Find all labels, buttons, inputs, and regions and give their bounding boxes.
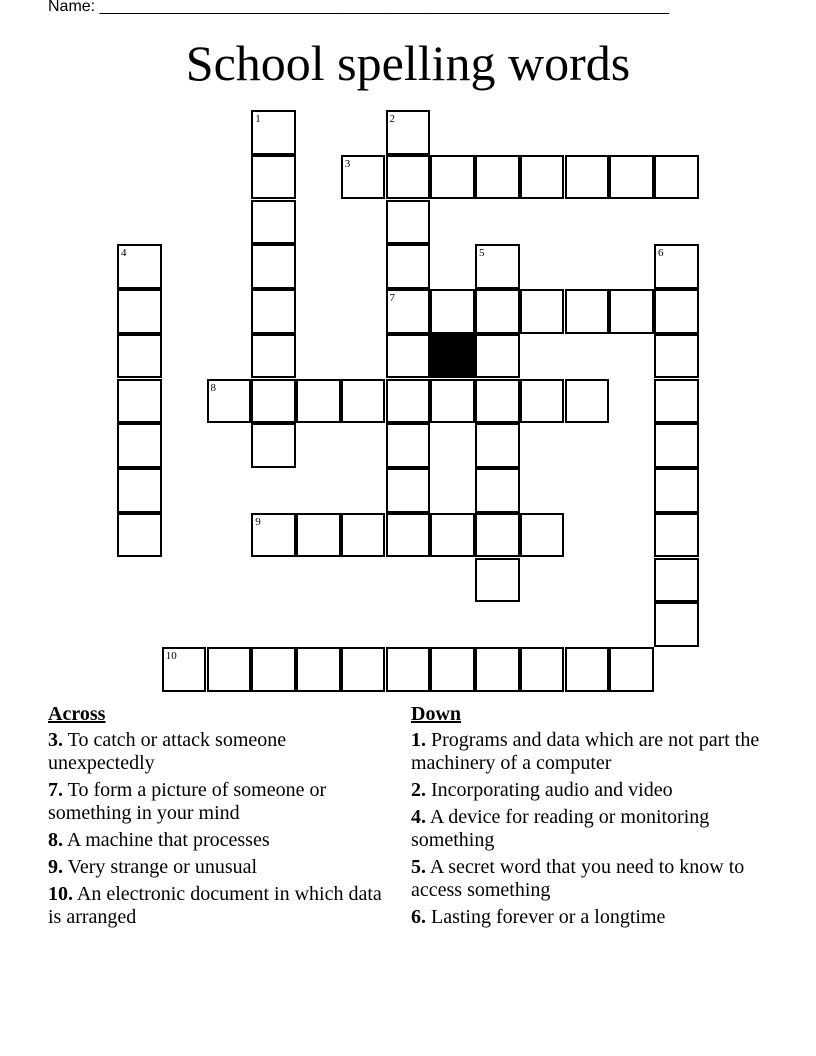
- across-clues: [48, 703, 388, 933]
- clue-text: Lasting forever or a longtime: [431, 906, 666, 928]
- crossword-cell[interactable]: [386, 468, 431, 513]
- clue-number-label: 1: [255, 113, 261, 125]
- crossword-cell[interactable]: [296, 513, 341, 558]
- clue-number-label: 4: [121, 247, 127, 260]
- clue-number-label: 9: [255, 515, 261, 528]
- clue-number: 2.: [411, 779, 426, 801]
- crossword-cell[interactable]: [117, 513, 162, 558]
- crossword-cell[interactable]: [117, 244, 162, 289]
- crossword-cell[interactable]: [341, 647, 386, 692]
- crossword-cell[interactable]: [386, 379, 431, 424]
- crossword-cell[interactable]: [475, 289, 520, 334]
- clue-text: A secret word that you need to know to access something: [411, 856, 745, 901]
- crossword-cell[interactable]: [251, 513, 296, 558]
- puzzle-title: School spelling words: [185, 35, 631, 91]
- name-field: Name: ________________________________________________________________: [48, 0, 670, 15]
- crossword-cell[interactable]: [117, 423, 162, 468]
- crossword-cell[interactable]: [430, 379, 475, 424]
- down-clue: [411, 856, 791, 902]
- crossword-cell[interactable]: [475, 334, 520, 379]
- clue-number-label: 3: [344, 157, 351, 170]
- crossword-cell[interactable]: [565, 647, 610, 692]
- crossword-cell[interactable]: [162, 647, 207, 692]
- crossword-cell[interactable]: [386, 244, 431, 289]
- crossword-cell[interactable]: [654, 513, 699, 558]
- crossword-cell[interactable]: [341, 379, 386, 424]
- crossword-cell[interactable]: [251, 289, 296, 334]
- crossword-cell[interactable]: [386, 423, 431, 468]
- crossword-cell[interactable]: [520, 647, 565, 692]
- down-clue: [411, 729, 791, 775]
- crossword-cell[interactable]: [475, 468, 520, 513]
- across-heading: Across: [48, 703, 106, 725]
- crossword-cell[interactable]: [565, 289, 610, 334]
- crossword-cell[interactable]: [386, 110, 431, 155]
- crossword-cell[interactable]: [386, 289, 431, 334]
- clue-text: An electronic document in which data is arranged: [48, 883, 382, 928]
- crossword-cell[interactable]: [520, 379, 565, 424]
- crossword-cell[interactable]: [296, 379, 341, 424]
- clue-number: 10.: [48, 883, 73, 905]
- crossword-cell[interactable]: [609, 289, 654, 334]
- crossword-cell[interactable]: [609, 647, 654, 692]
- clue-text: A machine that processes: [66, 829, 270, 851]
- crossword-cell[interactable]: [565, 155, 610, 200]
- clue-text: A device for reading or monitoring something: [411, 806, 710, 851]
- crossword-cell[interactable]: [654, 558, 699, 603]
- crossword-cell[interactable]: [654, 602, 699, 647]
- clue-text: To form a picture of someone or something in your mind: [48, 779, 327, 824]
- crossword-cell[interactable]: [654, 423, 699, 468]
- crossword-cell[interactable]: [296, 647, 341, 692]
- across-clue: [48, 883, 388, 929]
- across-clue: [48, 829, 388, 852]
- down-heading: Down: [411, 703, 462, 725]
- crossword-cell[interactable]: [341, 513, 386, 558]
- crossword-cell[interactable]: [475, 513, 520, 558]
- down-clue: [411, 806, 791, 852]
- clue-number-label: 2: [389, 113, 395, 125]
- crossword-cell[interactable]: [251, 334, 296, 379]
- across-clue: [48, 856, 388, 879]
- clue-number: 3.: [48, 729, 63, 751]
- crossword-cell[interactable]: [117, 334, 162, 379]
- crossword-cell[interactable]: [520, 155, 565, 200]
- crossword-cell[interactable]: [654, 244, 699, 289]
- clue-number: 1.: [411, 729, 426, 751]
- clue-number-label: 5: [479, 247, 485, 260]
- crossword-cell[interactable]: [430, 289, 475, 334]
- down-clue: [411, 906, 791, 929]
- crossword-cell[interactable]: [520, 513, 565, 558]
- clue-text: Programs and data which are not part the machinery of a computer: [411, 729, 760, 774]
- crossword-cell[interactable]: [386, 155, 431, 200]
- crossword-cell[interactable]: [251, 244, 296, 289]
- crossword-cell[interactable]: [654, 468, 699, 513]
- clue-number: 8.: [48, 829, 63, 851]
- down-clues: [411, 703, 791, 933]
- clue-number-label: 7: [389, 292, 395, 304]
- crossword-cell[interactable]: [430, 513, 475, 558]
- clue-number: 6.: [411, 906, 426, 928]
- crossword-cell[interactable]: [430, 647, 475, 692]
- crossword-cell[interactable]: [117, 289, 162, 334]
- crossword-cell[interactable]: [251, 423, 296, 468]
- crossword-cell[interactable]: [117, 379, 162, 424]
- clue-number: 5.: [411, 856, 426, 878]
- crossword-cell[interactable]: [251, 379, 296, 424]
- crossword-cell[interactable]: [386, 200, 431, 245]
- clue-number: 9.: [48, 856, 63, 878]
- crossword-cell[interactable]: [251, 155, 296, 200]
- crossword-cell[interactable]: [654, 379, 699, 424]
- crossword-cell[interactable]: [609, 155, 654, 200]
- crossword-cell[interactable]: [520, 289, 565, 334]
- crossword-cell[interactable]: [654, 155, 699, 200]
- crossword-cell[interactable]: [251, 110, 296, 155]
- crossword-cell[interactable]: [475, 647, 520, 692]
- crossword-cell[interactable]: [117, 468, 162, 513]
- clue-number-label: 8: [210, 381, 216, 394]
- crossword-cell[interactable]: [475, 244, 520, 289]
- crossword-cell[interactable]: [430, 155, 475, 200]
- clue-number: 7.: [48, 779, 63, 801]
- clue-number-label: 6: [658, 247, 664, 260]
- crossword-cell[interactable]: [475, 423, 520, 468]
- clue-text: Very strange or unusual: [67, 856, 258, 878]
- crossword-cell[interactable]: [386, 647, 431, 692]
- crossword-cell[interactable]: [386, 513, 431, 558]
- black-square: [430, 334, 475, 379]
- crossword-cell[interactable]: [475, 558, 520, 603]
- crossword-cell[interactable]: [207, 647, 252, 692]
- crossword-cell[interactable]: [654, 289, 699, 334]
- crossword-cell[interactable]: [207, 379, 252, 424]
- crossword-cell[interactable]: [341, 155, 386, 200]
- down-clue: [411, 779, 791, 802]
- crossword-cell[interactable]: [565, 379, 610, 424]
- crossword-cell[interactable]: [251, 647, 296, 692]
- crossword-cell[interactable]: [654, 334, 699, 379]
- across-clue: [48, 779, 388, 825]
- crossword-cell[interactable]: [475, 155, 520, 200]
- across-clue: [48, 729, 388, 775]
- crossword-cell[interactable]: [475, 379, 520, 424]
- crossword-cell[interactable]: [386, 334, 431, 379]
- clue-text: To catch or attack someone unexpectedly: [48, 729, 287, 774]
- crossword-cell[interactable]: [251, 200, 296, 245]
- clue-number: 4.: [411, 806, 426, 828]
- clue-number-label: 10: [165, 650, 177, 662]
- clue-text: Incorporating audio and video: [431, 779, 673, 801]
